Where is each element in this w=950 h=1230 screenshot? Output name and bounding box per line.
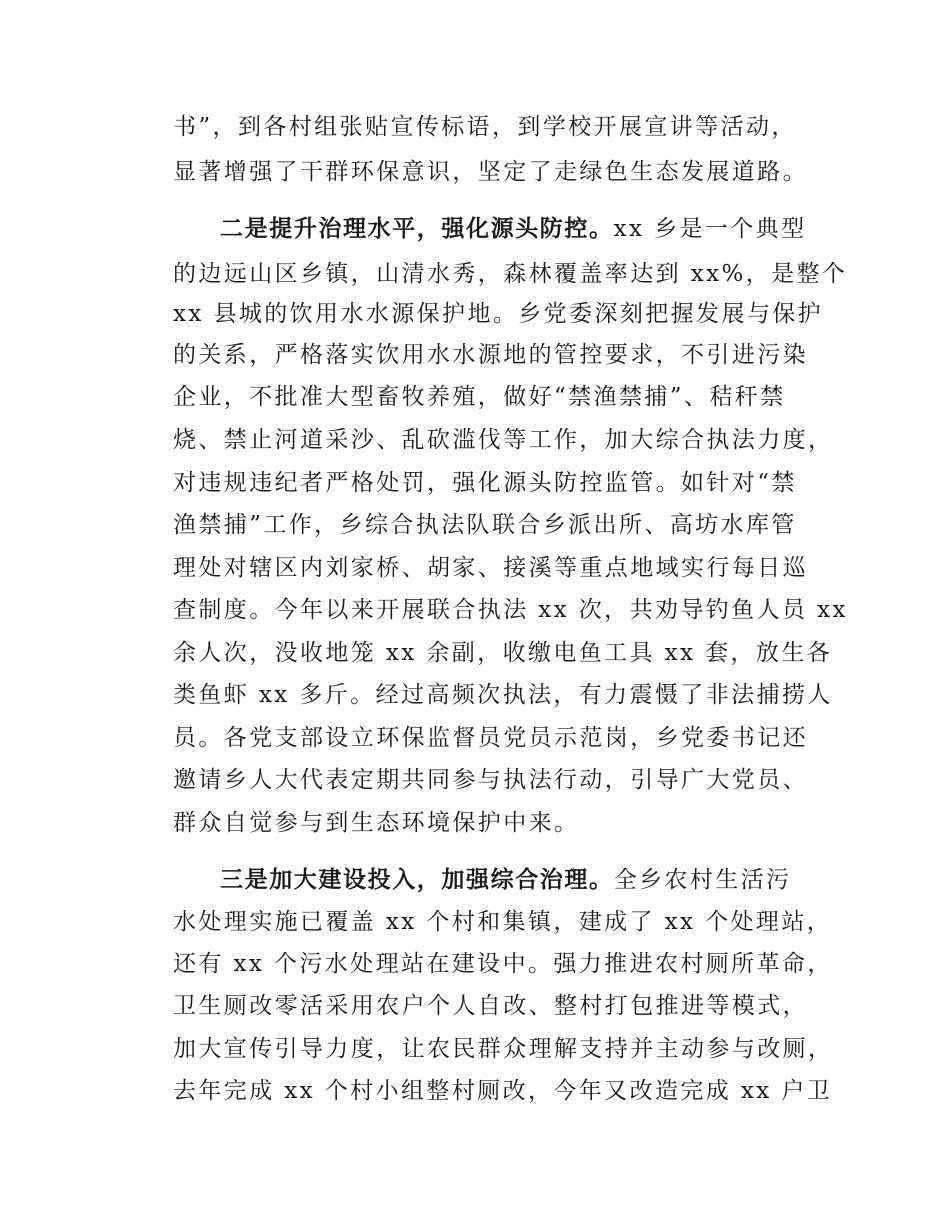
text-line: 企业，不批准大型畜牧养殖，做好“禁渔禁捕”、秸秆禁 <box>173 384 786 410</box>
text-line: 类鱼虾 xx 多斤。经过高频次执法，有力震慑了非法捕捞人 <box>173 682 833 708</box>
text-line: 还有 xx 个污水处理站在建设中。强力推进农村厕所革命， <box>173 951 833 977</box>
text-line: 卫生厕改零活采用农户个人自改、整村打包推进等模式， <box>173 993 808 1019</box>
text-line: 群众自觉参与到生态环境保护中来。 <box>173 810 580 836</box>
text-line: 邀请乡人大代表定期共同参与执法行动，引导广大党员、 <box>173 767 808 793</box>
paragraph-lead-line <box>220 862 791 898</box>
text-line: 去年完成 xx 个村小组整村厕改，今年又改造完成 xx 户卫 <box>173 1078 833 1104</box>
paragraph-heading: 二是提升治理水平，强化源头防控。 <box>220 216 614 242</box>
text-line: 烧、禁止河道采沙、乱砍滥伐等工作，加大综合执法力度， <box>173 427 834 453</box>
text-line: 水处理实施已覆盖 xx 个村和集镇，建成了 xx 个处理站， <box>173 909 833 935</box>
text-line: xx 县城的饮用水水源保护地。乡党委深刻把握发展与保护 <box>173 301 824 327</box>
text-line: 余人次，没收地笼 xx 余副，收缴电鱼工具 xx 套，放生各 <box>173 640 833 666</box>
paragraph-lead-line <box>220 211 806 247</box>
text-line: 的边远山区乡镇，山清水秀，森林覆盖率达到 xx%，是整个 <box>173 261 848 287</box>
text-line: 的关系，严格落实饮用水水源地的管控要求，不引进污染 <box>173 342 808 368</box>
text-line: 显著增强了干群环保意识，坚定了走绿色生态发展道路。 <box>173 159 808 185</box>
text-line: 全乡农村生活污 <box>613 867 792 893</box>
text-line: 员。各党支部设立环保监督员党员示范岗，乡党委书记还 <box>173 725 808 751</box>
text-line: 理处对辖区内刘家桥、胡家、接溪等重点地域实行每日巡 <box>173 555 808 581</box>
text-line: 渔禁捕”工作，乡综合执法队联合乡派出所、高坊水库管 <box>173 512 797 538</box>
text-line: 加大宣传引导力度，让农民群众理解支持并主动参与改厕， <box>173 1036 834 1062</box>
paragraph-heading: 三是加大建设投入，加强综合治理。 <box>220 867 614 893</box>
text-line: 对违规违纪者严格处罚，强化源头防控监管。如针对“禁 <box>173 470 797 496</box>
text-line: 查制度。今年以来开展联合执法 xx 次，共劝导钓鱼人员 xx <box>173 597 848 623</box>
text-line: 书”，到各村组张贴宣传标语，到学校开展宣讲等活动， <box>173 114 797 140</box>
text-line: xx 乡是一个典型 <box>613 216 807 242</box>
